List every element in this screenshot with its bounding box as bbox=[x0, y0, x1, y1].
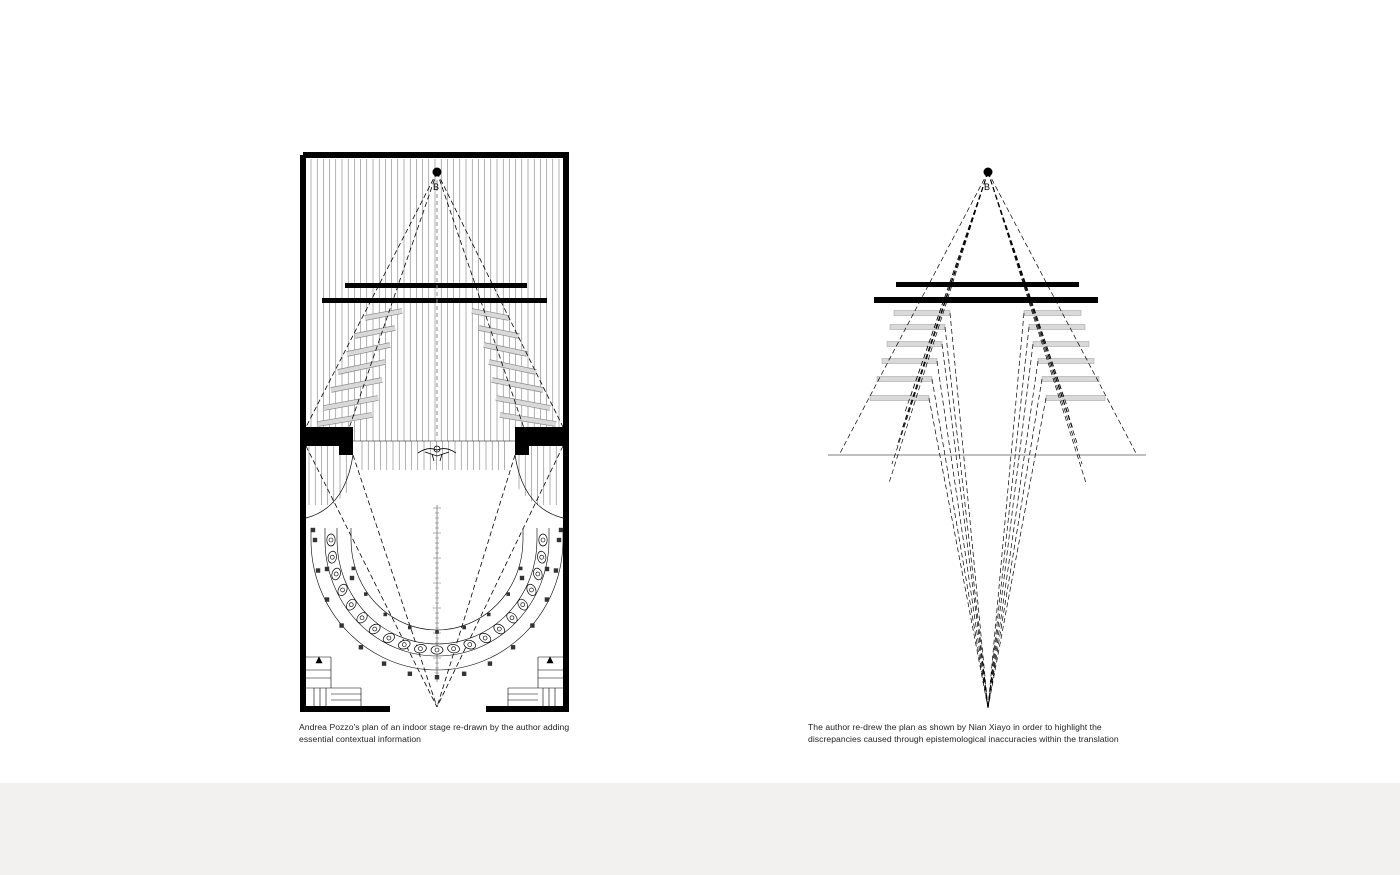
right-convergence-line bbox=[988, 379, 1042, 708]
right-wing-flat-right bbox=[1046, 396, 1105, 401]
right-backdrop-bar-front bbox=[874, 297, 1098, 303]
right-viewpoint-dot bbox=[984, 168, 993, 177]
caption-right-line-2: discrepancies caused through epistemological inaccuracies within the translation bbox=[808, 733, 1119, 744]
viewpoint-label: B bbox=[433, 182, 440, 192]
caption-right-line-1: The author re-drew the plan as shown by Nian Xiayo in order to highlight the bbox=[808, 722, 1102, 732]
right-wing-flat-right bbox=[1038, 359, 1094, 364]
right-wing-flat-left bbox=[877, 377, 932, 382]
right-convergence-line bbox=[942, 344, 988, 708]
right-wing-flats bbox=[870, 311, 1105, 401]
right-convergence-line bbox=[929, 398, 988, 708]
right-convergence-line bbox=[988, 361, 1038, 708]
right-convergence-line bbox=[932, 379, 988, 708]
right-viewpoint-label: B bbox=[984, 182, 991, 192]
caption-right bbox=[808, 722, 1119, 745]
caption-left-line-2: essential contextual information bbox=[299, 733, 421, 744]
right-convergence-line bbox=[950, 313, 988, 708]
right-sight-line bbox=[988, 172, 1069, 412]
right-convergence-line bbox=[988, 344, 1033, 708]
right-convergence-line bbox=[937, 361, 988, 708]
right-wing-flat-right bbox=[1042, 377, 1099, 382]
footer-band bbox=[0, 783, 1400, 875]
right-wing-flat-left bbox=[870, 396, 929, 401]
right-sight-line bbox=[905, 172, 991, 412]
right-convergence-line bbox=[988, 327, 1029, 708]
caption-left bbox=[299, 722, 569, 745]
right-backdrop-bar-rear bbox=[896, 282, 1079, 287]
right-sight-lines bbox=[839, 172, 1137, 708]
right-convergence-line bbox=[988, 313, 1024, 708]
right-convergence-line bbox=[988, 398, 1046, 708]
caption-left-line-1: Andrea Pozzo's plan of an indoor stage re-drawn by the author adding bbox=[299, 722, 570, 732]
right-sight-line bbox=[892, 172, 991, 464]
